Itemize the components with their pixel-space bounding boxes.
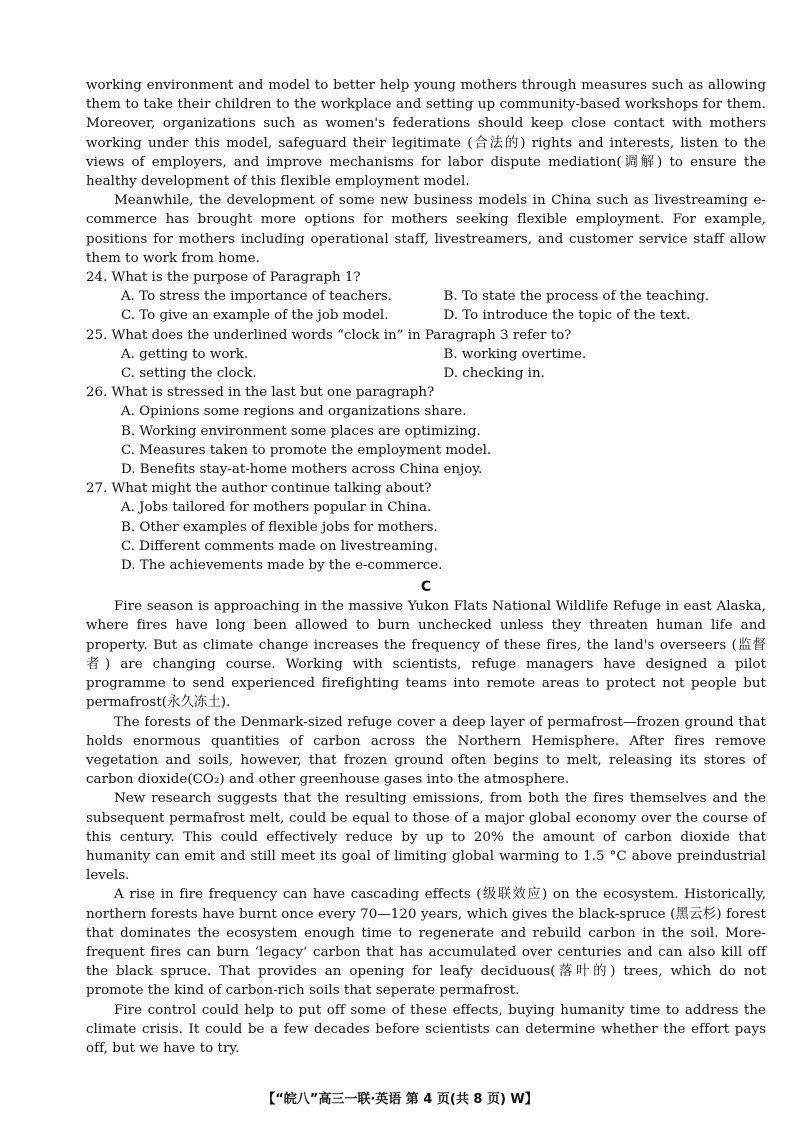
section-c-paragraph-4: A rise in fire frequency can have cascading effects (级联效应) on the ecosystem. Historically, northern forests have burnt once every 70—120 years, which gives the black-spruce (黑云杉) forest that dominates the ecosystem enough time to regenerate and rebuild carbon in the soil. More-frequent fires can burn ‘legacy’ carbon that has accumulated over centuries and can also kill off the black spruce. That provides an opening for leafy deciduous(落叶的) trees, which do not promote the kind of carbon-rich soils that seperate permafrost.	[86, 887, 766, 999]
option-a: A. Opinions some regions and organizations share.	[121, 404, 467, 420]
option-b: B. Working environment some places are optimizing.	[121, 423, 481, 439]
option-c: C. Different comments made on livestreaming.	[121, 538, 438, 554]
page-footer: 【“皖八”高三一联·英语 第 4 页(共 8 页) W】	[262, 1092, 538, 1107]
option-b: B. working overtime.	[443, 346, 587, 362]
question-27-stem: 27. What might the author continue talking about?	[86, 481, 432, 497]
option-a: A. Jobs tailored for mothers popular in China.	[121, 500, 432, 516]
option-c: C. setting the clock.	[121, 366, 257, 382]
passage-b-paragraph: Meanwhile, the development of some new business models in China such as livestreaming e-commerce has brought more options for mothers seeking flexible employment. For example, positions for mothers including operational staff, livestreamers, and customer service staff allow them to work from home.	[86, 193, 766, 266]
option-a: A. getting to work.	[121, 346, 249, 362]
section-c-paragraph-3: New research suggests that the resulting emissions, from both the fires themselves and the subsequent permafrost melt, could be equal to those of a major global economy over the course of this century. This could effectively reduce by up to 20% the amount of carbon dioxide that humanity can emit and still meet its goal of limiting global warming to 1.5 °C above preindustrial levels.	[86, 791, 766, 884]
section-c-heading: C	[420, 579, 432, 596]
option-a: A. To stress the importance of teachers.	[121, 289, 392, 305]
question-27-options	[86, 498, 766, 575]
option-b: B. To state the process of the teaching.	[443, 289, 710, 305]
question-25-options	[86, 345, 766, 383]
option-c: C. Measures taken to promote the employment model.	[121, 442, 492, 458]
option-d: D. The achievements made by the e-commerce.	[121, 558, 443, 574]
section-c-paragraph-5: Fire control could help to put off some of these effects, buying humanity time to address the climate crisis. It could be a few decades before scientists can determine whether the effort pays off, but we have to try.	[86, 1002, 766, 1056]
question-24-options	[86, 287, 766, 325]
option-d: D. Benefits stay-at-home mothers across China enjoy.	[121, 462, 483, 478]
option-c: C. To give an example of the job model.	[121, 308, 389, 324]
passage-b-paragraph: working environment and model to better help young mothers through measures such as allowing them to take their children to the workplace and setting up community-based workshops for them. Moreover, organizations such as women's federations should keep close contact with mothers working under this model, safeguard their legitimate (合法的) rights and interests, listen to the views of employers, and improve mechanisms for labor dispute mediation(调解) to ensure the healthy development of this flexible employment model.	[86, 78, 766, 190]
option-b: B. Other examples of flexible jobs for mothers.	[121, 519, 438, 535]
option-d: D. To introduce the topic of the text.	[443, 308, 691, 324]
question-24-stem: 24. What is the purpose of Paragraph 1?	[86, 270, 361, 286]
question-26-stem: 26. What is stressed in the last but one paragraph?	[86, 385, 435, 401]
section-c-paragraph-2: The forests of the Denmark-sized refuge cover a deep layer of permafrost—frozen ground that holds enormous quantities of carbon across the Northern Hemisphere. After fires remove vegetation and soils, however, that frozen ground often begins to melt, releasing its stores of carbon dioxide(CO₂) and other greenhouse gases into the atmosphere.	[86, 714, 766, 788]
question-26-options	[86, 402, 766, 479]
question-25-stem: 25. What does the underlined words “clock in” in Paragraph 3 refer to?	[86, 327, 572, 343]
section-c-paragraph-1: Fire season is approaching in the massive Yukon Flats National Wildlife Refuge in east Alaska, where fires have long been allowed to burn unchecked unless they threaten human life and property. But as climate change increases the frequency of these fires, the land's overseers (监督者) are changing course. Working with scientists, refuge managers have designed a pilot programme to send experienced firefighting teams into remote areas to protect not people but permafrost(永久冻土).	[86, 599, 766, 711]
option-d: D. checking in.	[443, 366, 545, 382]
